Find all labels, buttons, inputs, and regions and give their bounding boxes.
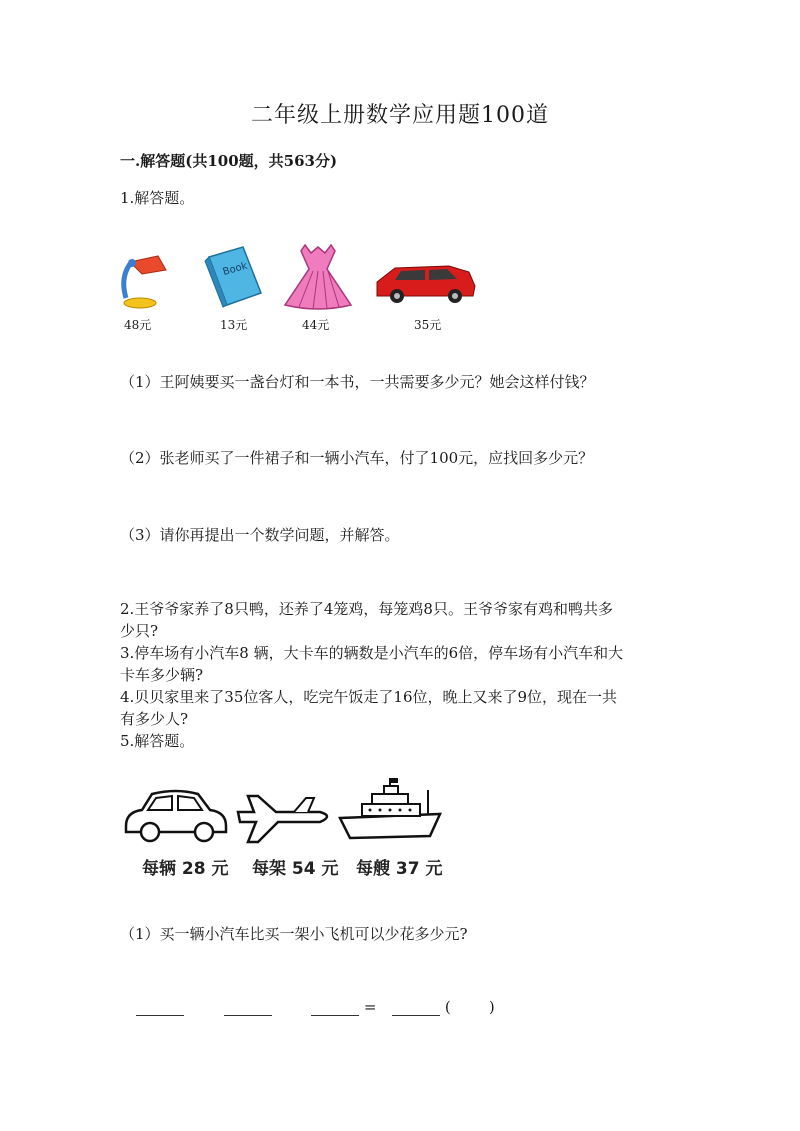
car-price: 35元 — [414, 318, 442, 332]
desk-lamp-icon — [118, 248, 170, 310]
equals-sign: = — [363, 998, 377, 1016]
answer-blank-4[interactable] — [392, 1001, 440, 1016]
page-title: 二年级上册数学应用题100道 — [251, 103, 549, 128]
questions-2-to-5 — [120, 598, 680, 752]
question-1-part-3: （3）请你再提出一个数学问题，并解答。 — [120, 526, 400, 544]
airplane-icon — [234, 790, 338, 846]
section-heading: 一.解答题(共100题，共563分) — [120, 152, 338, 170]
book-icon — [203, 243, 265, 309]
answer-unit-parens: ( ) — [444, 998, 495, 1016]
ship-caption: 每艘 37 元 — [356, 859, 443, 879]
dress-icon — [283, 243, 353, 311]
answer-blank-2[interactable] — [224, 1001, 272, 1016]
ship-icon — [338, 778, 444, 842]
question-1-part-1: （1）王阿姨要买一盏台灯和一本书，一共需要多少元？她会这样付钱？ — [120, 373, 595, 391]
lamp-price: 48元 — [124, 318, 152, 332]
question-5-label: 5.解答题。 — [120, 732, 195, 750]
answer-blank-3[interactable] — [311, 1001, 359, 1016]
question-5-part-1: （1）买一辆小汽车比买一架小飞机可以少花多少元? — [120, 925, 468, 943]
dress-price: 44元 — [302, 318, 330, 332]
book-price: 13元 — [220, 318, 248, 332]
answer-line — [136, 998, 495, 1016]
question-2-line-1: 2.王爷爷家养了8只鸭，还养了4笼鸡，每笼鸡8只。王爷爷家有鸡和鸭共多 — [120, 600, 613, 618]
question-4-line-1: 4.贝贝家里来了35位客人，吃完午饭走了16位，晚上又来了9位，现在一共 — [120, 688, 618, 706]
plane-caption: 每架 54 元 — [252, 859, 339, 879]
red-car-icon — [373, 260, 477, 304]
car-caption: 每辆 28 元 — [142, 859, 229, 879]
question-3-line-2: 卡车多少辆? — [120, 666, 204, 684]
question-4-line-2: 有多少人? — [120, 710, 189, 728]
toy-car-icon — [122, 786, 230, 846]
question-1-part-2: （2）张老师买了一件裙子和一辆小汽车，付了100元，应找回多少元？ — [120, 449, 594, 467]
question-3-line-1: 3.停车场有小汽车8 辆，大卡车的辆数是小汽车的6倍，停车场有小汽车和大 — [120, 644, 624, 662]
question-2-line-2: 少只? — [120, 622, 159, 640]
question-1-label: 1.解答题。 — [120, 189, 195, 207]
answer-blank-1[interactable] — [136, 1001, 184, 1016]
book-cover-text: Book — [221, 260, 249, 279]
